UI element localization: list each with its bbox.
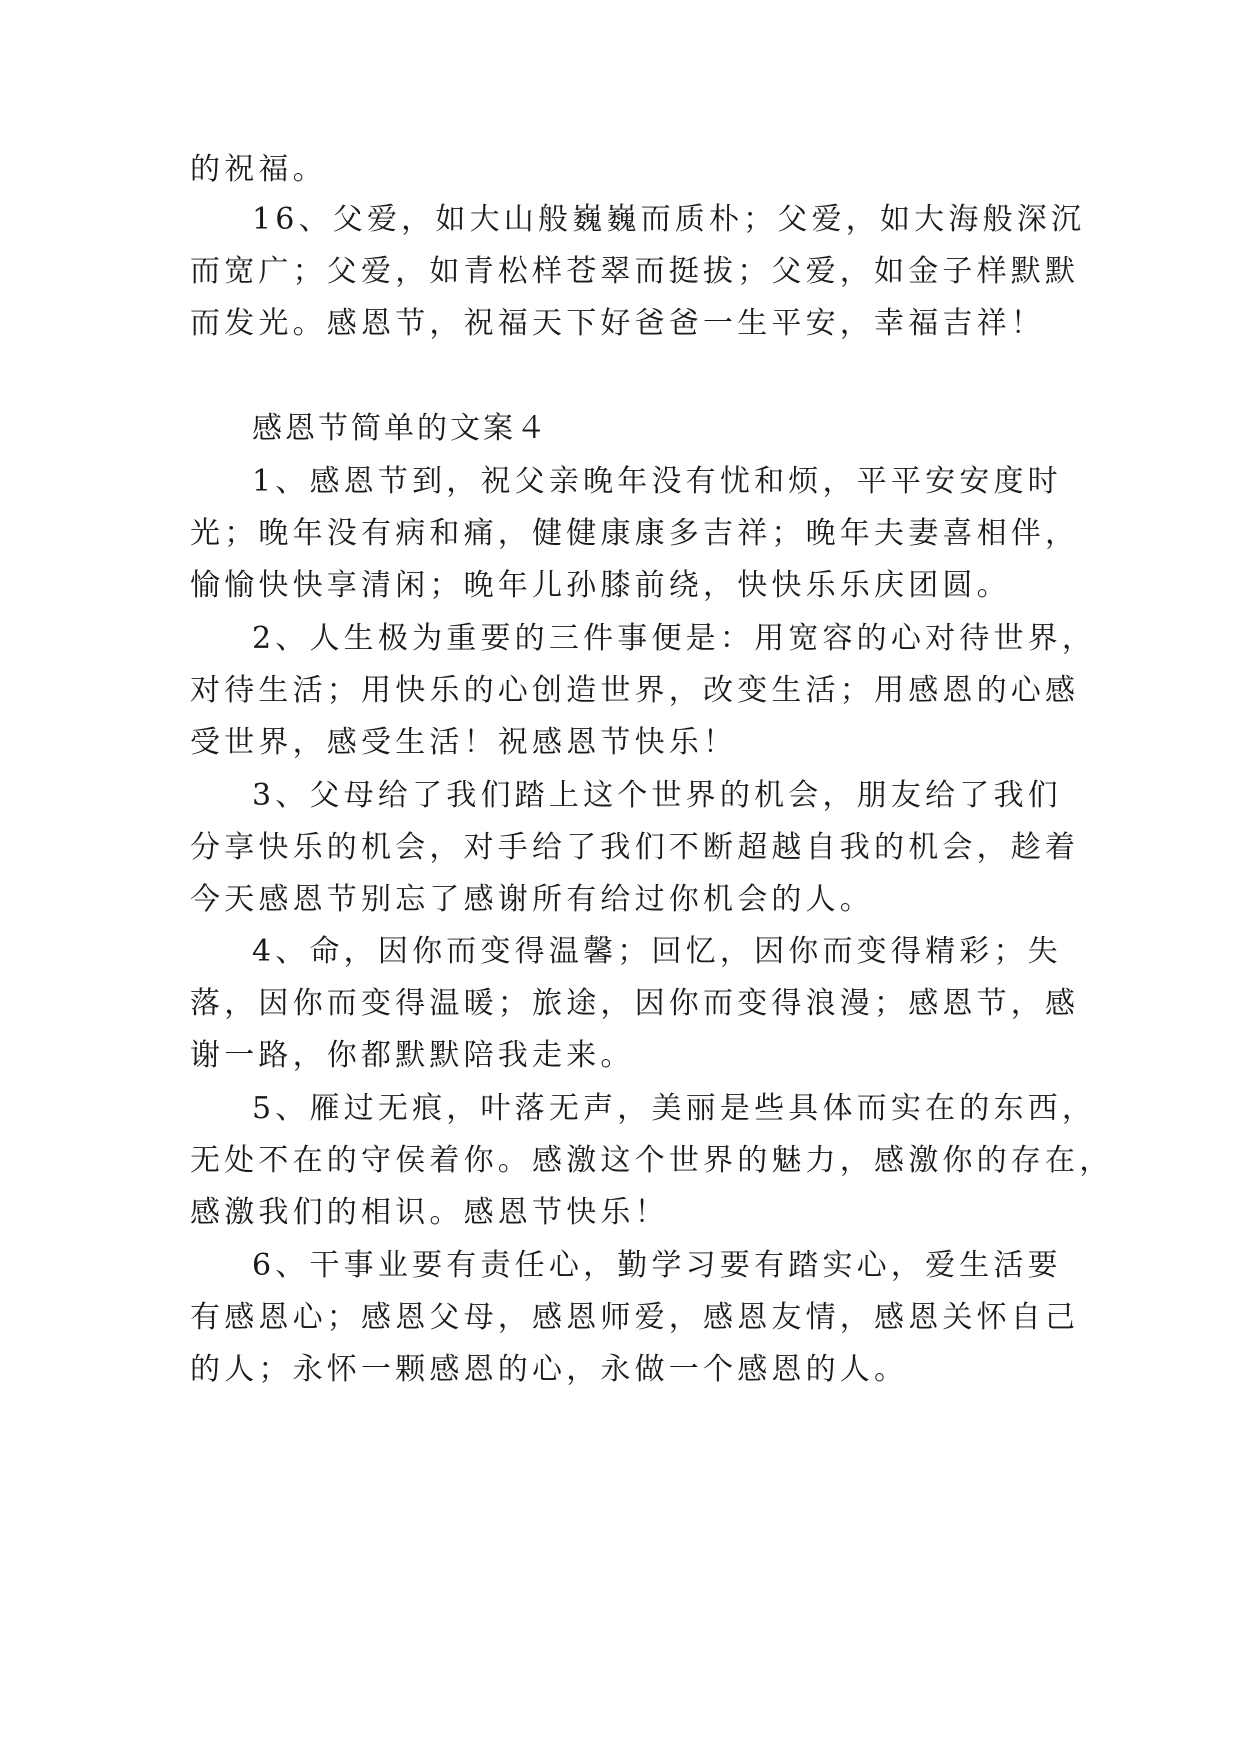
paragraph-16-line-1: 16、父爱，如大山般巍巍而质朴；父爱，如大海般深沉 xyxy=(252,202,1086,237)
item-3-line-2: 分享快乐的机会，对手给了我们不断超越自我的机会，趁着 xyxy=(190,830,1080,865)
item-6-line-3: 的人；永怀一颗感恩的心，永做一个感恩的人。 xyxy=(190,1352,909,1387)
item-6-line-1: 6、干事业要有责任心，勤学习要有踏实心，爱生活要 xyxy=(252,1248,1062,1283)
paragraph-16-line-2: 而宽广；父爱，如青松样苍翠而挺拔；父爱，如金子样默默 xyxy=(190,254,1080,289)
item-4-line-3: 谢一路，你都默默陪我走来。 xyxy=(190,1038,635,1073)
item-4-line-1: 4、命，因你而变得温馨；回忆，因你而变得精彩；失 xyxy=(252,934,1062,969)
paragraph-16-line-3: 而发光。感恩节，祝福天下好爸爸一生平安，幸福吉祥！ xyxy=(190,306,1045,341)
item-4-line-2: 落，因你而变得温暖；旅途，因你而变得浪漫；感恩节，感 xyxy=(190,986,1080,1021)
section-heading: 感恩节简单的文案４ xyxy=(252,411,549,446)
item-1-line-2: 光；晚年没有病和痛，健健康康多吉祥；晚年夫妻喜相伴， xyxy=(190,516,1080,551)
item-2-line-2: 对待生活；用快乐的心创造世界，改变生活；用感恩的心感 xyxy=(190,673,1080,708)
item-5-line-2: 无处不在的守侯着你。感激这个世界的魅力，感激你的存在， xyxy=(190,1143,1114,1178)
item-1-line-1: 1、感恩节到，祝父亲晚年没有忧和烦，平平安安度时 xyxy=(252,464,1062,499)
item-5-line-3: 感激我们的相识。感恩节快乐！ xyxy=(190,1195,669,1230)
continuation-line: 的祝福。 xyxy=(190,152,327,187)
item-5-line-1: 5、雁过无痕，叶落无声，美丽是些具体而实在的东西， xyxy=(252,1091,1097,1126)
item-3-line-3: 今天感恩节别忘了感谢所有给过你机会的人。 xyxy=(190,882,874,917)
item-2-line-1: 2、人生极为重要的三件事便是：用宽容的心对待世界， xyxy=(252,621,1097,656)
item-1-line-3: 愉愉快快享清闲；晚年儿孙膝前绕，快快乐乐庆团圆。 xyxy=(190,568,1011,603)
item-2-line-3: 受世界，感受生活！祝感恩节快乐！ xyxy=(190,725,738,760)
item-6-line-2: 有感恩心；感恩父母，感恩师爱，感恩友情，感恩关怀自己 xyxy=(190,1300,1080,1335)
item-3-line-1: 3、父母给了我们踏上这个世界的机会，朋友给了我们 xyxy=(252,778,1062,813)
